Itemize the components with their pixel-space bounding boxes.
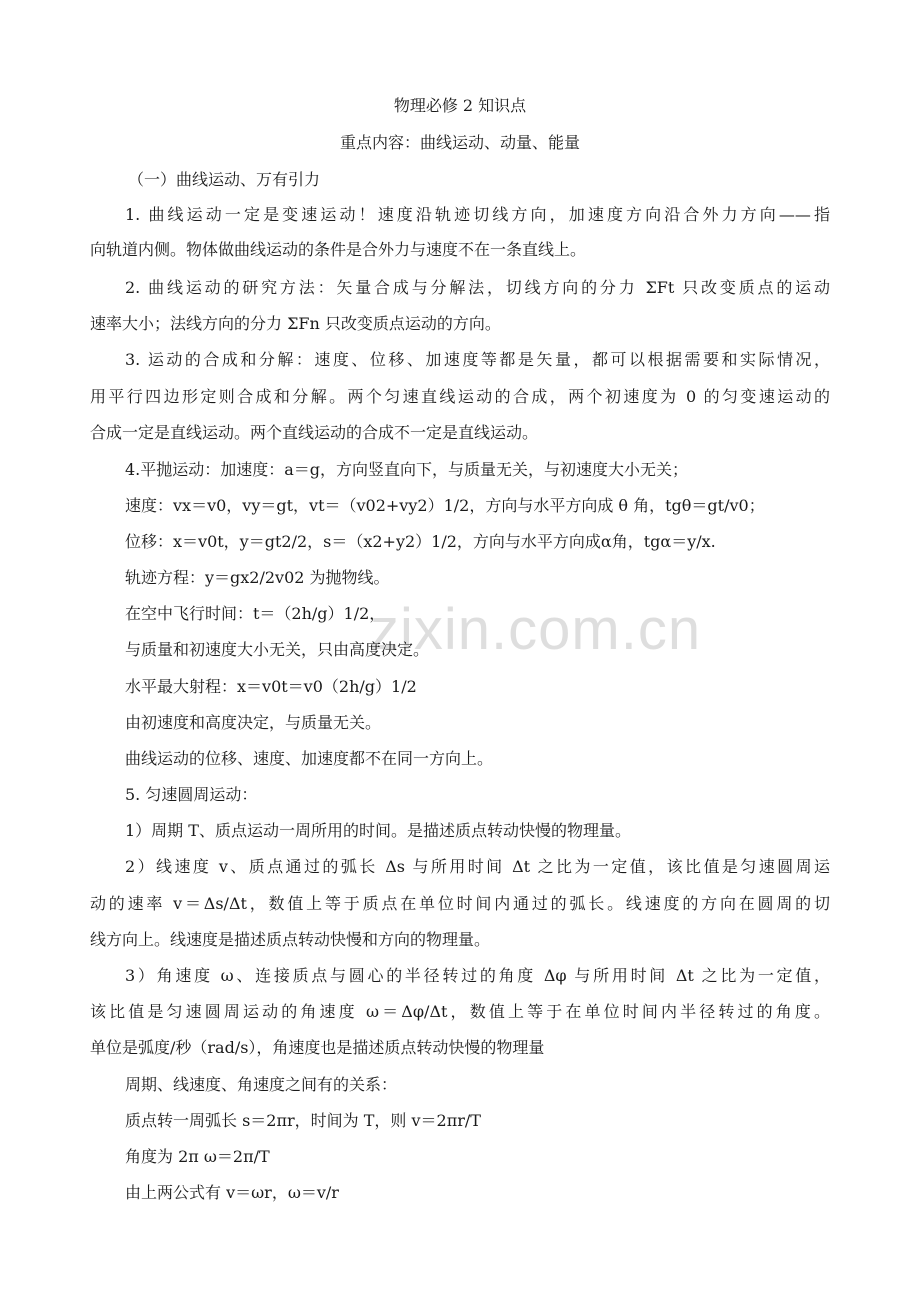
paragraph-line: 单位是弧度/秒（rad/s），角速度也是描述质点转动快慢的物理量	[90, 1038, 545, 1057]
watermark: zixin.com.cn	[370, 597, 702, 662]
paragraph-line: 轨迹方程：y＝gx2/2v02 为抛物线。	[125, 568, 390, 587]
paragraph-line: 动的速率 v＝Δs/Δt，数值上等于质点在单位时间内通过的弧长。线速度的方向在圆周的切	[90, 894, 830, 913]
paragraph-line: 2）线速度 v、质点通过的弧长 Δs 与所用时间 Δt 之比为一定值，该比值是匀速圆周运	[125, 857, 830, 876]
paragraph-line: 线方向上。线速度是描述质点转动快慢和方向的物理量。	[90, 930, 491, 949]
paragraph-line: 1. 曲线运动一定是变速运动！速度沿轨迹切线方向，加速度方向沿合外力方向——指	[125, 205, 830, 224]
paragraph-line: 合成一定是直线运动。两个直线运动的合成不一定是直线运动。	[90, 423, 539, 442]
paragraph-line: 3）角速度 ω、连接质点与圆心的半径转过的角度 Δφ 与所用时间 Δt 之比为一定值，	[125, 966, 830, 985]
paragraph-line: 角度为 2π ω＝2π/T	[125, 1147, 270, 1166]
paragraph-line: 曲线运动的位移、速度、加速度都不在同一方向上。	[125, 749, 494, 768]
paragraph-line: 由上两公式有 v＝ωr，ω＝v/r	[125, 1183, 339, 1202]
paragraph-line: 速度：vx＝v0，vy＝gt，vt＝（v02+vy2）1/2，方向与水平方向成 θ 角，tgθ＝gt/v0；	[125, 496, 765, 515]
paragraph-line: 位移：x＝v0t，y＝gt2/2，s＝（x2+y2）1/2，方向与水平方向成α角，tgα＝y/x.	[125, 532, 716, 551]
paragraph-line: 2. 曲线运动的研究方法：矢量合成与分解法，切线方向的分力 ΣFt 只改变质点的运动	[125, 278, 830, 297]
document-subtitle: 重点内容：曲线运动、动量、能量	[339, 133, 580, 152]
paragraph-line: 4.平抛运动：加速度：a＝g，方向竖直向下，与质量无关，与初速度大小无关；	[125, 460, 689, 479]
paragraph-line: 水平最大射程：x＝v0t＝v0（2h/g）1/2	[125, 677, 417, 696]
paragraph-line: 质点转一周弧长 s＝2πr，时间为 T，则 v＝2πr/T	[125, 1111, 481, 1130]
paragraph-line: 该比值是匀速圆周运动的角速度 ω＝Δφ/Δt，数值上等于在单位时间内半径转过的角度。	[90, 1002, 830, 1021]
paragraph-line: 速率大小；法线方向的分力 ΣFn 只改变质点运动的方向。	[90, 314, 501, 333]
paragraph-line: 周期、线速度、角速度之间有的关系：	[125, 1075, 398, 1094]
paragraph-line: 向轨道内侧。物体做曲线运动的条件是合外力与速度不在一条直线上。	[90, 240, 587, 259]
paragraph-line: 与质量和初速度大小无关，只由高度决定。	[125, 640, 430, 659]
paragraph-line: 5. 匀速圆周运动：	[125, 785, 258, 804]
paragraph-line: 用平行四边形定则合成和分解。两个匀速直线运动的合成，两个初速度为 0 的匀变速运动的	[90, 387, 830, 406]
paragraph-line: 1）周期 T、质点运动一周所用的时间。是描述质点转动快慢的物理量。	[125, 821, 631, 840]
paragraph-line: 在空中飞行时间：t＝（2h/g）1/2，	[125, 604, 386, 623]
document-title: 物理必修 2 知识点	[393, 96, 527, 115]
section-heading: （一）曲线运动、万有引力	[128, 170, 321, 189]
paragraph-line: 由初速度和高度决定，与质量无关。	[125, 713, 382, 732]
paragraph-line: 3. 运动的合成和分解：速度、位移、加速度等都是矢量，都可以根据需要和实际情况，	[125, 350, 830, 369]
